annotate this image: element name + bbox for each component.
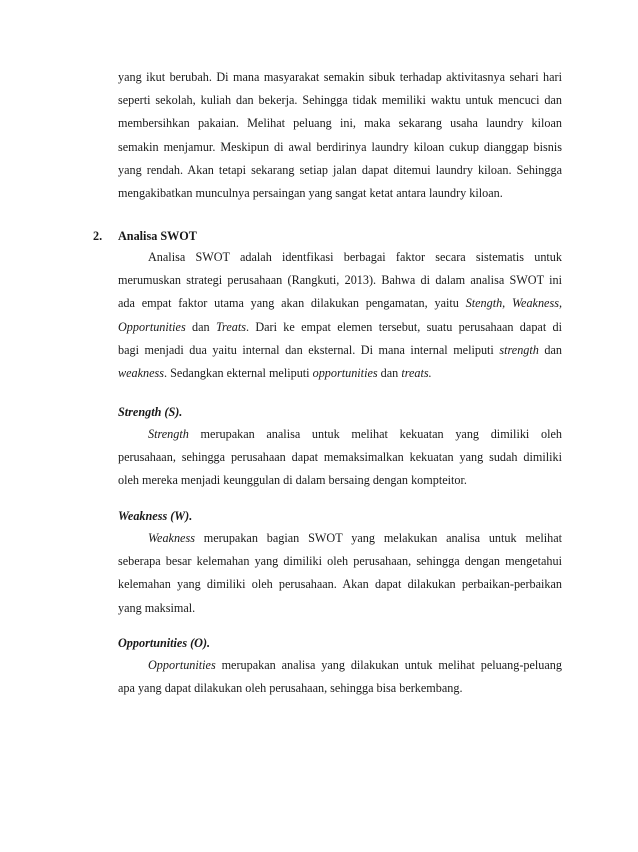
text-line: yang rendah. Akan tetapi sekarang setiap jalan dapat ditemui laundry kiloan. Sehingga bbox=[118, 162, 562, 177]
text-line: seperti sekolah, kuliah dan bekerja. Sehingga tidak memiliki waktu untuk mencuci dan bbox=[118, 93, 562, 108]
strength-paragraph bbox=[118, 423, 562, 493]
weakness-paragraph bbox=[118, 527, 562, 620]
text-line: weakness. Sedangkan ekternal meliputi opportunities dan treats. bbox=[118, 365, 432, 380]
text-line: Strength merupakan analisa untuk melihat kekuatan yang dimiliki oleh bbox=[148, 427, 562, 441]
text-line: apa yang dapat dilakukan oleh perusahaan, sehingga bisa berkembang. bbox=[118, 681, 463, 696]
strength-heading: Strength (S). bbox=[118, 405, 183, 419]
text-line: semakin menjamur. Meskipun di awal berdirinya laundry kiloan cukup dianggap bisnis bbox=[118, 139, 562, 154]
intro-paragraph bbox=[118, 66, 562, 205]
section-number: 2. bbox=[93, 229, 103, 243]
text-line: Weakness merupakan bagian SWOT yang melakukan analisa untuk melihat bbox=[148, 531, 562, 545]
text-line: Analisa SWOT adalah identfikasi berbagai faktor secara sistematis untuk bbox=[148, 250, 562, 264]
text-line: perusahaan, sehingga perusahaan dapat memaksimalkan kekuatan yang sudah dimiliki bbox=[118, 450, 562, 465]
text-line: Opportunities dan Treats. Dari ke empat elemen tersebut, suatu perusahaan dapat di bbox=[118, 319, 562, 334]
text-line: mengakibatkan munculnya persaingan yang sangat ketat antara laundry kiloan. bbox=[118, 185, 503, 200]
weakness-heading: Weakness (W). bbox=[118, 509, 193, 523]
text-line: Opportunities merupakan analisa yang dilakukan untuk melihat peluang-peluang bbox=[148, 658, 562, 672]
text-line: ada empat faktor utama yang akan dilakukan pengamatan, yaitu Stength, Weakness, bbox=[118, 296, 562, 311]
section-title: Analisa SWOT bbox=[118, 229, 197, 243]
text-line: bagi menjadi dua yaitu internal dan eksternal. Di mana internal meliputi strength dan bbox=[118, 342, 562, 357]
text-line: seberapa besar kelemahan yang dimiliki oleh perusahaan, sehingga dengan mengetahui bbox=[118, 554, 562, 569]
text-line: kelemahan yang dimiliki oleh perusahaan. Akan dapat dilakukan perbaikan-perbaikan bbox=[118, 577, 562, 592]
text-line: merumuskan strategi perusahaan (Rangkuti, 2013). Bahwa di dalam analisa SWOT ini bbox=[118, 273, 562, 288]
opportunities-paragraph bbox=[118, 654, 562, 700]
opportunities-heading: Opportunities (O). bbox=[118, 636, 211, 650]
text-line: membersihkan pakaian. Melihat peluang ini, maka sekarang usaha laundry kiloan bbox=[118, 116, 562, 131]
text-line: yang maksimal. bbox=[118, 600, 196, 615]
swot-paragraph bbox=[118, 246, 562, 385]
text-line: oleh mereka menjadi keunggulan di dalam bersaing dengan kompteitor. bbox=[118, 473, 467, 488]
text-line: yang ikut berubah. Di mana masyarakat semakin sibuk terhadap aktivitasnya sehari hari bbox=[118, 70, 562, 84]
